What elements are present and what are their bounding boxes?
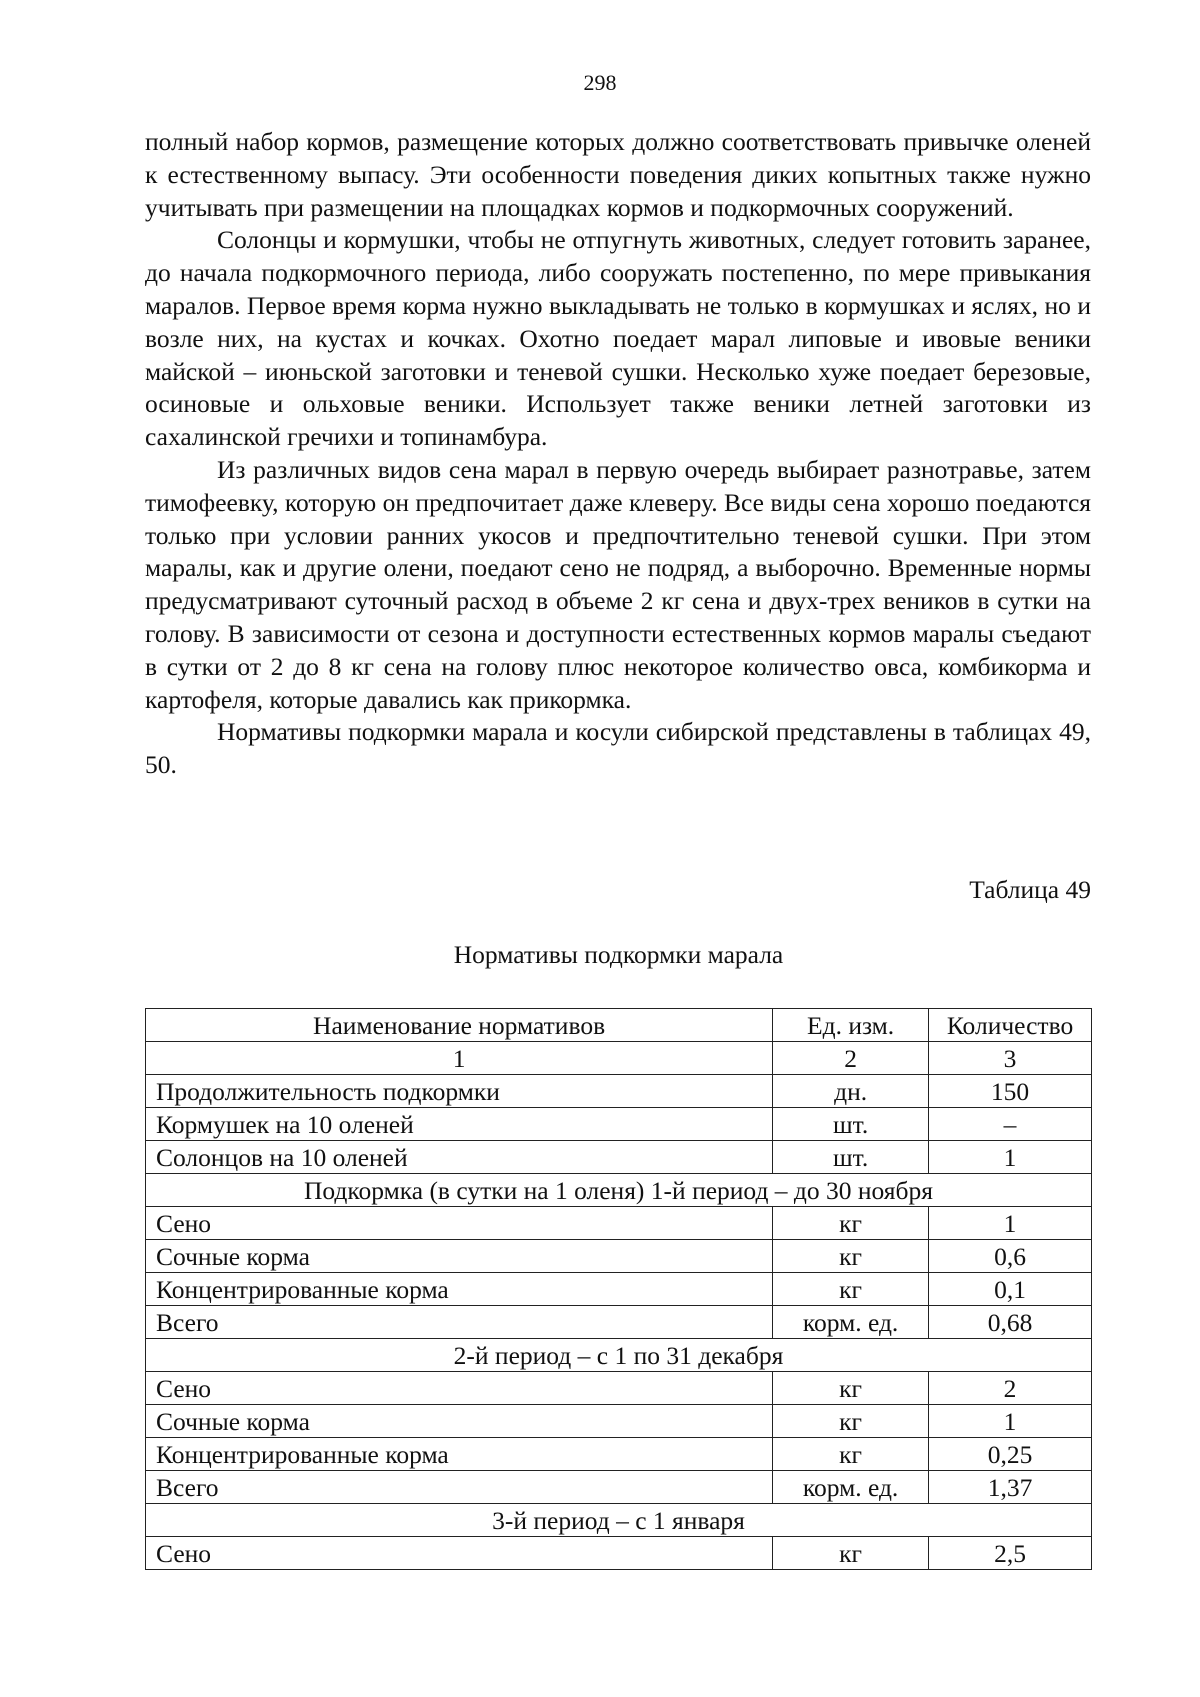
header-unit: Ед. изм. bbox=[773, 1009, 929, 1042]
row-name: Концентрированные корма bbox=[146, 1273, 773, 1306]
row-unit: кг bbox=[773, 1438, 929, 1471]
row-name: Всего bbox=[146, 1306, 773, 1339]
row-value: 150 bbox=[929, 1075, 1092, 1108]
column-number-row bbox=[146, 1042, 1092, 1075]
row-value: 2,5 bbox=[929, 1537, 1092, 1570]
row-value: 0,1 bbox=[929, 1273, 1092, 1306]
row-value: 0,68 bbox=[929, 1306, 1092, 1339]
section-row bbox=[146, 1339, 1092, 1372]
table-row bbox=[146, 1273, 1092, 1306]
table-row bbox=[146, 1306, 1092, 1339]
row-value: 1 bbox=[929, 1207, 1092, 1240]
norms-table bbox=[145, 1008, 1092, 1570]
paragraph: Нормативы подкормки марала и косули сибирской представлены в таблицах 49, 50. bbox=[145, 717, 1091, 780]
table-row bbox=[146, 1240, 1092, 1273]
row-value: – bbox=[929, 1108, 1092, 1141]
row-unit: корм. ед. bbox=[773, 1306, 929, 1339]
table-row bbox=[146, 1471, 1092, 1504]
section-title: 2-й период – с 1 по 31 декабря bbox=[146, 1339, 1092, 1372]
row-name: Сочные корма bbox=[146, 1405, 773, 1438]
paragraph: Солонцы и кормушки, чтобы не отпугнуть животных, следует готовить заранее, до начала подкормочного периода, либо сооружать постепенно, по мере привыкания маралов. Первое время корма нужно выкладывать не только в кормушках и яслях, но и возле них, на кустах и кочках. Охотно поедает марал липовые и ивовые веники майской – июньской заготовки и теневой сушки. Несколько хуже поедает березовые, осиновые и ольховые веники. Использует также веники летней заготовки из сахалинской гречихи и топинамбура. bbox=[145, 225, 1091, 452]
table-row bbox=[146, 1405, 1092, 1438]
row-unit: шт. bbox=[773, 1141, 929, 1174]
row-name: Сено bbox=[146, 1372, 773, 1405]
row-name: Кормушек на 10 оленей bbox=[146, 1108, 773, 1141]
section-row bbox=[146, 1504, 1092, 1537]
table-row bbox=[146, 1108, 1092, 1141]
section-title: 3-й период – с 1 января bbox=[146, 1504, 1092, 1537]
table-header-row bbox=[146, 1009, 1092, 1042]
row-unit: кг bbox=[773, 1273, 929, 1306]
body-text bbox=[145, 126, 1091, 782]
column-number: 3 bbox=[929, 1042, 1092, 1075]
header-quantity: Количество bbox=[929, 1009, 1092, 1042]
page-number: 298 bbox=[583, 70, 617, 95]
row-value: 0,6 bbox=[929, 1240, 1092, 1273]
section-title: Подкормка (в сутки на 1 оленя) 1-й период – до 30 ноября bbox=[146, 1174, 1092, 1207]
paragraph: полный набор кормов, размещение которых должно соответствовать привычке оленей к естественному выпасу. Эти особенности поведения диких копытных также нужно учитывать при размещении на площадках кормов и подкормочных сооружений. bbox=[145, 127, 1091, 222]
table-title: Нормативы подкормки марала bbox=[453, 940, 784, 969]
row-name: Сочные корма bbox=[146, 1240, 773, 1273]
row-name: Концентрированные корма bbox=[146, 1438, 773, 1471]
row-name: Солонцов на 10 оленей bbox=[146, 1141, 773, 1174]
column-number: 2 bbox=[773, 1042, 929, 1075]
row-unit: корм. ед. bbox=[773, 1471, 929, 1504]
table-row bbox=[146, 1372, 1092, 1405]
row-name: Сено bbox=[146, 1537, 773, 1570]
table-row bbox=[146, 1075, 1092, 1108]
row-unit: дн. bbox=[773, 1075, 929, 1108]
row-value: 1 bbox=[929, 1141, 1092, 1174]
row-value: 2 bbox=[929, 1372, 1092, 1405]
row-unit: кг bbox=[773, 1240, 929, 1273]
row-unit: кг bbox=[773, 1372, 929, 1405]
row-value: 1 bbox=[929, 1405, 1092, 1438]
table-row bbox=[146, 1207, 1092, 1240]
table-row bbox=[146, 1537, 1092, 1570]
row-unit: кг bbox=[773, 1537, 929, 1570]
row-unit: кг bbox=[773, 1405, 929, 1438]
paragraph: Из различных видов сена марал в первую очередь выбирает разнотравье, затем тимофеевку, которую он предпочитает даже клеверу. Все виды сена хорошо поедаются только при условии ранних укосов и предпочтительно теневой сушки. При этом маралы, как и другие олени, поедают сено не подряд, а выборочно. Временные нормы предусматривают суточный расход в объеме 2 кг сена и двух-трех веников в сутки на голову. В зависимости от сезона и доступности естественных кормов маралы съедают в сутки от 2 до 8 кг сена на голову плюс некоторое количество овса, комбикорма и картофеля, которые давались как прикормка. bbox=[145, 454, 1091, 714]
row-value: 1,37 bbox=[929, 1471, 1092, 1504]
row-unit: кг bbox=[773, 1207, 929, 1240]
row-name: Сено bbox=[146, 1207, 773, 1240]
table-row bbox=[146, 1438, 1092, 1471]
row-unit: шт. bbox=[773, 1108, 929, 1141]
row-value: 0,25 bbox=[929, 1438, 1092, 1471]
header-name: Наименование нормативов bbox=[146, 1009, 773, 1042]
row-name: Всего bbox=[146, 1471, 773, 1504]
table-caption: Таблица 49 bbox=[969, 875, 1091, 904]
table-row bbox=[146, 1141, 1092, 1174]
section-row bbox=[146, 1174, 1092, 1207]
row-name: Продолжительность подкормки bbox=[146, 1075, 773, 1108]
column-number: 1 bbox=[146, 1042, 773, 1075]
